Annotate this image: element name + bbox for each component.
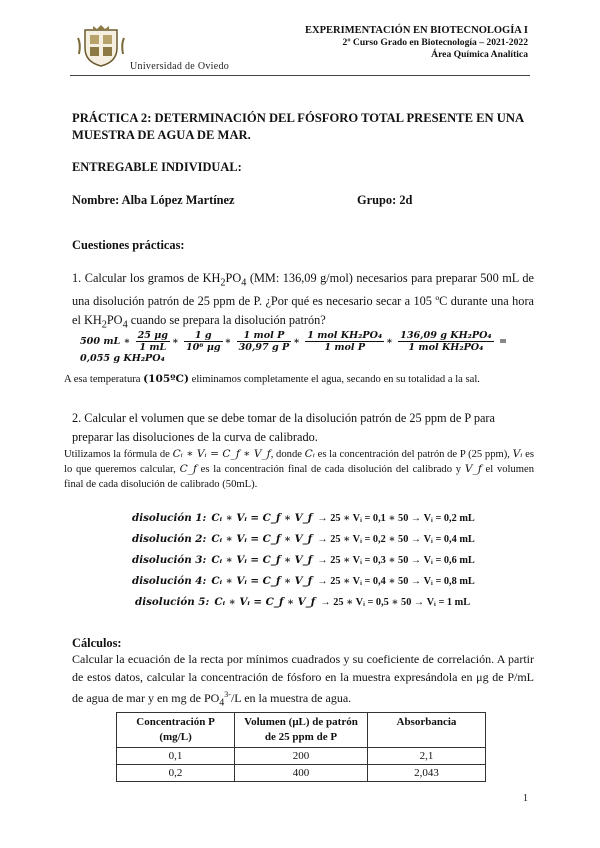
deliverable-heading: ENTREGABLE INDIVIDUAL: [72,160,242,174]
fraction-4: $\frac{\text{1 mol KH₂PO₄}}{\text{1 mol P}}$ [307,330,383,353]
fraction-1: $\frac{25 \mu g}{1 mL}$ [137,330,168,353]
university-name: Universidad de Oviedo [130,61,230,72]
practice-title: PRÁCTICA 2: DETERMINACIÓN DEL FÓSFORO TOTAL PRESENTE EN UNA MUESTRA DE AGUA DE MAR. [72,111,524,142]
dilution-5: disolución 5: Cᵢ ∗ Vᵢ = C_f ∗ V_f → 25 ∗ Vᵢ = 0,5 ∗ 50 → Vᵢ = 1 mL [135,596,471,608]
header-rule [70,75,530,76]
university-logo [75,24,127,68]
mass-formula: 500 mL ∗ $\frac{25 \mu g}{1 mL}$ ∗ $\frac{1 g}{\text{10⁶ μg}}$ ∗ $\frac{\text{1 mol P}}{\text{30,97 g P}}$ ∗ $\frac{\text{1 mol KH₂PO₄}}{\text{1 mol P}}$ ∗ $\frac{\text{136,09 g KH₂PO₄}}{\text{1 mol KH₂PO₄}}$ = 0,055 g KH₂PO₄ [80,330,508,364]
dilution-3: disolución 3: Cᵢ ∗ Vᵢ = C_f ∗ V_f → 25 ∗ Vᵢ = 0,3 ∗ 50 → Vᵢ = 0,6 mL [132,554,475,566]
table-cell: 200 [235,748,368,765]
calc-text: Calcular la ecuación de la recta por mínimos cuadrados y su coeficiente de correlación. A partir de estos datos, calcular la concentración de fósforo en la muestra expresándola en μg de P/mL de agua de mar y en mg de $PO_4^{3-}/L$ en la muestra de agua. [72,652,534,709]
dilution-4: disolución 4: Cᵢ ∗ Vᵢ = C_f ∗ V_f → 25 ∗ Vᵢ = 0,4 ∗ 50 → Vᵢ = 0,8 mL [132,575,475,587]
area-line: Área Química Analítica [431,49,528,60]
fraction-2: $\frac{1 g}{\text{10⁶ μg}}$ [185,330,221,353]
calc-heading: Cálculos: [72,636,122,650]
page-number: 1 [523,793,528,804]
col-header-concentration: Concentración P (mg/L) [117,713,235,748]
table-header-row [117,713,486,748]
answer-1: A esa temperatura (105ºC) eliminamos completamente el agua, secando en su totalidad a la sal. [64,373,480,385]
dilution-1: disolución 1: Cᵢ ∗ Vᵢ = C_f ∗ V_f → 25 ∗ Vᵢ = 0,1 ∗ 50 → Vᵢ = 0,2 mL [132,512,475,524]
student-name: Nombre: Alba López Martínez [72,193,235,207]
table-cell: 2,043 [367,765,485,782]
dilution-2: disolución 2: Cᵢ ∗ Vᵢ = C_f ∗ V_f → 25 ∗ Vᵢ = 0,2 ∗ 50 → Vᵢ = 0,4 mL [132,533,475,545]
table-cell: 0,2 [117,765,235,782]
fraction-5: $\frac{\text{136,09 g KH₂PO₄}}{\text{1 mol KH₂PO₄}}$ [400,330,492,353]
calibration-table [116,712,486,782]
question-2: 2. Calcular el volumen que se debe tomar de la disolución patrón de 25 ppm de P para preparar las disoluciones de la curva de calibrado. [72,411,495,444]
table-cell: 2,1 [367,748,485,765]
fraction-3: $\frac{\text{1 mol P}}{\text{30,97 g P}}$ [238,330,290,353]
question-1: 1. Calcular los gramos de $KH_2PO_4$ (MM: 136,09 g/mol) necesarios para preparar 500 mL de una disolución patrón de 25 ppm de P. ¿Por qué es necesario secar a 105 ºC durante una hora el $KH_2PO_4$ cuando se prepara la disolución patrón? [72,271,534,331]
table-row [117,748,486,765]
formula-result: = 0,055 g KH₂PO₄ [80,336,508,364]
student-group: Grupo: 2d [357,193,413,207]
answer-2: Utilizamos la fórmula de Cᵢ ∗ Vᵢ = C_f ∗ V_f, donde Cᵢ es la concentración del patrón de P (25 ppm), Vᵢ es lo que queremos calcular, C_f es la concentración final de cada disolución del calibrado y V_f el volumen final de cada disolución de calibrado (50mL). [64,448,535,490]
course-line: 2º Curso Grado en Biotecnología – 2021-2022 [342,37,528,48]
table-row [117,765,486,782]
table-cell: 0,1 [117,748,235,765]
table-cell: 400 [235,765,368,782]
col-header-volume: Volumen (μL) de patrón de 25 ppm de P [235,713,368,748]
formula-lead: 500 mL ∗ [80,336,131,347]
course-title: EXPERIMENTACIÓN EN BIOTECNOLOGÍA I [305,25,528,36]
col-header-absorbance: Absorbancia [367,713,485,748]
course-header [305,25,528,61]
section-heading: Cuestiones prácticas: [72,238,185,252]
